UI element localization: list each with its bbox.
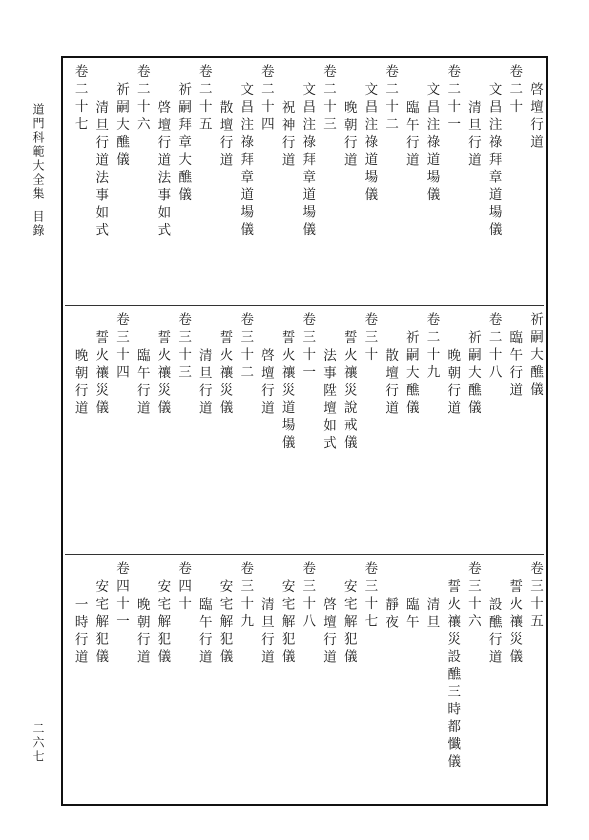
volume-heading: 卷三十二 (237, 312, 254, 382)
entry-line: 清旦行道 (257, 597, 274, 667)
entry-line: 散壇行道 (382, 348, 399, 418)
entry-line: 誓火禳災儀 (216, 330, 233, 418)
entry-line: 祝神行道 (278, 100, 295, 170)
volume-heading: 卷二十六 (133, 64, 150, 134)
entry-line: 安宅解犯儀 (154, 579, 171, 667)
entry-line: 臨午行道 (402, 100, 419, 170)
volume-heading: 卷四十一 (113, 561, 129, 631)
volume-heading: 祈嗣大醮儀 (527, 312, 543, 400)
volume-heading: 卷三十三 (175, 312, 192, 382)
volume-heading: 卷二十二 (382, 64, 399, 134)
entry-line: 祈嗣拜章大醮儀 (175, 82, 192, 205)
block-divider-1 (65, 305, 544, 306)
volume-heading: 卷二十九 (423, 312, 440, 382)
entry-line: 文昌注祿道場儀 (361, 82, 378, 205)
volume-heading: 卷三十 (361, 312, 378, 365)
entry-line: 啓壇行道 (527, 82, 543, 152)
entry-line: 安宅解犯儀 (278, 579, 295, 667)
entry-line: 臨午行道 (133, 348, 150, 418)
entry-line: 祈嗣大醮儀 (464, 330, 481, 418)
volume-heading: 卷三十六 (464, 561, 481, 631)
entry-line: 誓火禳災儀 (92, 330, 109, 418)
volume-heading: 卷四十 (175, 561, 192, 614)
entry-line: 誓火禳災設醮三時都懺儀 (444, 579, 461, 772)
entry-line: 誓火禳災說戒儀 (340, 330, 357, 453)
entry-line: 誓火禳災儀 (506, 579, 523, 667)
volume-heading: 卷二十四 (257, 64, 274, 134)
volume-heading: 卷三十九 (237, 561, 254, 631)
entry-line: 晚朝行道 (340, 100, 357, 170)
entry-line: 臨午行道 (506, 330, 523, 400)
entry-line: 啓壇行道 (320, 597, 336, 667)
entry-line: 安宅解犯儀 (92, 579, 109, 667)
entry-line: 晚朝行道 (71, 348, 88, 418)
block-divider-2 (65, 554, 544, 555)
entry-line: 清旦行道法事如式 (92, 100, 109, 240)
entry-line: 設醮行道 (485, 597, 502, 667)
entry-line: 文昌注祿拜章道場儀 (485, 82, 502, 240)
volume-heading: 卷二十一 (444, 64, 461, 134)
entry-line: 法事陞壇如式 (320, 348, 336, 453)
entry-line: 啓壇行道法事如式 (154, 100, 171, 240)
volume-heading: 卷二十七 (71, 64, 88, 134)
entry-line: 祈嗣大醮儀 (402, 330, 419, 418)
entry-line: 散壇行道 (216, 100, 233, 170)
entry-line: 誓火禳災儀 (154, 330, 171, 418)
entry-line: 晚朝行道 (444, 348, 461, 418)
volume-heading: 卷二十 (506, 64, 523, 117)
entry-line: 清旦行道 (464, 100, 481, 170)
page-number: 二六七 (31, 722, 45, 764)
volume-heading: 卷二十五 (195, 64, 212, 134)
entry-line: 臨午 (402, 597, 419, 632)
entry-line: 文昌注祿道場儀 (423, 82, 440, 205)
entry-line: 清旦行道 (195, 348, 212, 418)
volume-heading: 卷三十五 (527, 561, 543, 631)
entry-line: 誓火禳災道場儀 (278, 330, 295, 453)
section-label: 目錄 (31, 210, 45, 238)
entry-line: 啓壇行道 (257, 348, 274, 418)
entry-line: 靜夜 (382, 597, 399, 632)
volume-heading: 卷二十八 (485, 312, 502, 382)
entry-line: 晚朝行道 (133, 597, 150, 667)
entry-line: 文昌注祿拜章道場儀 (237, 82, 254, 240)
entry-line: 文昌注祿拜章道場儀 (299, 82, 316, 240)
volume-heading: 卷二十三 (320, 64, 336, 134)
volume-heading: 卷三十四 (113, 312, 129, 382)
volume-heading: 卷三十一 (299, 312, 316, 382)
entry-line: 清旦 (423, 597, 440, 632)
book-title: 道門科範大全集 (31, 103, 45, 201)
volume-heading: 卷三十七 (361, 561, 378, 631)
entry-line: 祈嗣大醮儀 (113, 82, 129, 170)
entry-line: 一時行道 (71, 597, 88, 667)
entry-line: 安宅解犯儀 (340, 579, 357, 667)
volume-heading: 卷三十八 (299, 561, 316, 631)
entry-line: 臨午行道 (195, 597, 212, 667)
entry-line: 安宅解犯儀 (216, 579, 233, 667)
